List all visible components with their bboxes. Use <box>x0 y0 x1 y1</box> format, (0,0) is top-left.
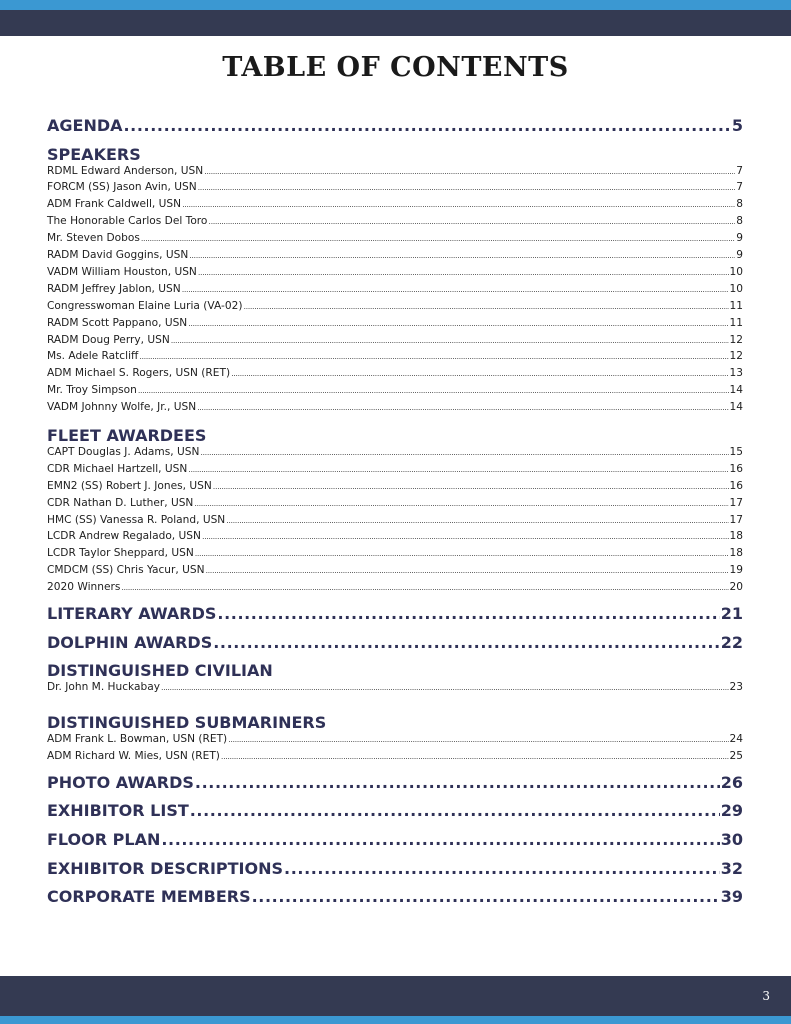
toc-subentry-label: RADM Doug Perry, USN <box>47 333 170 346</box>
toc-subentry-page: 11 <box>729 299 743 312</box>
toc-subentry-page: 14 <box>729 384 743 397</box>
dot-leader <box>226 516 728 525</box>
toc-subentry-label: The Honorable Carlos Del Toro <box>47 215 208 228</box>
dot-leader <box>188 319 728 328</box>
dot-leader <box>231 369 728 378</box>
toc-subentry[interactable] <box>47 367 743 384</box>
toc-entry-corporate-members[interactable] <box>47 887 743 916</box>
toc-subentry-page: 17 <box>729 513 743 526</box>
toc-subentry-page: 20 <box>729 581 743 594</box>
toc-entry-page: 39 <box>720 887 743 907</box>
dot-leader <box>171 336 729 345</box>
dot-leader <box>124 116 731 135</box>
toc-subentry-label: Mr. Steven Dobos <box>47 232 140 245</box>
toc-subentry-label: HMC (SS) Vanessa R. Poland, USN <box>47 513 226 526</box>
toc-subentry[interactable] <box>47 514 743 531</box>
dot-leader <box>189 251 735 260</box>
toc-subentry-label: RADM David Goggins, USN <box>47 249 189 262</box>
toc-entry-label: EXHIBITOR LIST <box>47 801 189 821</box>
dot-leader <box>200 448 728 457</box>
toc-entry-label: CORPORATE MEMBERS <box>47 887 251 907</box>
toc-subentry-page: 14 <box>729 401 743 414</box>
toc-subentry-page: 8 <box>736 198 743 211</box>
distinguished-submariners-list <box>47 733 743 767</box>
toc-subentry[interactable] <box>47 401 743 418</box>
toc-subentry[interactable] <box>47 480 743 497</box>
toc-subentry-page: 23 <box>729 681 743 694</box>
toc-subentry-page: 16 <box>729 462 743 475</box>
toc-subentry-page: 24 <box>729 733 743 746</box>
dot-leader <box>139 352 728 361</box>
toc-subentry-label: EMN2 (SS) Robert J. Jones, USN <box>47 479 212 492</box>
toc-entry-page: 22 <box>720 632 743 652</box>
dot-leader <box>182 200 735 209</box>
toc-entry-page: 30 <box>720 830 743 850</box>
toc-entry-floor-plan[interactable] <box>47 830 743 859</box>
toc-subentry-page: 18 <box>729 530 743 543</box>
toc-subentry-label: Mr. Troy Simpson <box>47 384 137 397</box>
section-heading-distinguished-civilian: DISTINGUISHED CIVILIAN <box>47 661 273 681</box>
toc-subentry-label: RADM Jeffrey Jablon, USN <box>47 282 181 295</box>
dot-leader <box>197 403 728 412</box>
dot-leader <box>182 285 729 294</box>
toc-subentry-label: 2020 Winners <box>47 581 121 594</box>
toc-subentry-page: 7 <box>736 181 743 194</box>
toc-subentry-label: ADM Richard W. Mies, USN (RET) <box>47 749 220 762</box>
toc-subentry-page: 25 <box>729 749 743 762</box>
dot-leader <box>141 234 735 243</box>
toc-subentry-page: 19 <box>729 564 743 577</box>
toc-subentry-label: VADM Johnny Wolfe, Jr., USN <box>47 401 197 414</box>
dot-leader <box>202 532 729 541</box>
toc-subentry-label: ADM Frank L. Bowman, USN (RET) <box>47 733 228 746</box>
toc-entry-label: EXHIBITOR DESCRIPTIONS <box>47 858 284 878</box>
toc-subentry[interactable] <box>47 215 743 232</box>
dot-leader <box>213 633 720 652</box>
bottom-banner <box>0 976 791 1024</box>
bottom-accent-stripe <box>0 1016 791 1024</box>
toc-subentry-label: CAPT Douglas J. Adams, USN <box>47 445 200 458</box>
toc-subentry[interactable] <box>47 446 743 463</box>
toc-subentry-label: Ms. Adele Ratcliff <box>47 350 139 363</box>
dot-leader <box>161 683 729 692</box>
toc-subentry-label: Congresswoman Elaine Luria (VA-02) <box>47 299 243 312</box>
dot-leader <box>190 801 720 820</box>
toc-subentry-label: Dr. John M. Huckabay <box>47 681 160 694</box>
toc-subentry-label: CMDCM (SS) Chris Yacur, USN <box>47 564 205 577</box>
toc-entry-page: 32 <box>720 858 743 878</box>
toc-entry-page: 5 <box>731 116 743 135</box>
dot-leader <box>194 499 728 508</box>
dot-leader <box>213 482 729 491</box>
toc-entry-label: AGENDA <box>47 116 123 135</box>
toc-subentry[interactable] <box>47 463 743 480</box>
dot-leader <box>221 752 729 761</box>
toc-subentry-label: FORCM (SS) Jason Avin, USN <box>47 181 197 194</box>
toc-subentry-page: 12 <box>729 350 743 363</box>
toc-entry-page: 21 <box>720 603 743 623</box>
toc-subentry-page: 11 <box>729 316 743 329</box>
toc-subentry[interactable] <box>47 249 743 266</box>
dot-leader <box>138 386 729 395</box>
toc-subentry-label: RADM Scott Pappano, USN <box>47 316 188 329</box>
dot-leader <box>195 773 720 792</box>
toc-subentry-page: 18 <box>729 547 743 560</box>
toc-subentry-page: 9 <box>736 232 743 245</box>
page-number: 3 <box>762 989 770 1003</box>
toc-subentry[interactable] <box>47 681 743 698</box>
toc-subentry-label: VADM William Houston, USN <box>47 265 197 278</box>
speakers-list <box>47 165 743 418</box>
dot-leader <box>198 183 736 192</box>
toc-subentry[interactable] <box>47 198 743 215</box>
toc-subentry[interactable] <box>47 581 743 598</box>
dot-leader <box>195 549 729 558</box>
toc-subentry[interactable] <box>47 530 743 547</box>
toc-subentry[interactable] <box>47 384 743 401</box>
toc-subentry[interactable] <box>47 564 743 581</box>
toc-subentry[interactable] <box>47 165 743 182</box>
toc-entry-exhibitor-list[interactable] <box>47 801 743 830</box>
dot-leader <box>204 167 735 176</box>
top-banner <box>0 0 791 36</box>
toc-subentry[interactable] <box>47 750 743 767</box>
toc-subentry[interactable] <box>47 350 743 367</box>
section-heading-distinguished-submariners: DISTINGUISHED SUBMARINERS <box>47 713 327 733</box>
toc-entry-dolphin-awards[interactable] <box>47 633 743 662</box>
toc-subentry-label: LCDR Andrew Regalado, USN <box>47 530 201 543</box>
toc-subentry-page: 10 <box>729 282 743 295</box>
section-heading-fleet-awardees: FLEET AWARDEES <box>47 425 207 445</box>
toc-subentry-page: 17 <box>729 496 743 509</box>
toc-subentry[interactable] <box>47 733 743 750</box>
toc-subentry-page: 13 <box>729 367 743 380</box>
top-accent-stripe <box>0 0 791 10</box>
toc-subentry[interactable] <box>47 232 743 249</box>
toc-entry-label: LITERARY AWARDS <box>47 603 217 623</box>
dot-leader <box>161 830 719 849</box>
dot-leader <box>121 583 728 592</box>
section-heading-speakers: SPEAKERS <box>47 144 141 164</box>
fleet-awardees-list <box>47 446 743 598</box>
toc-entry-label: PHOTO AWARDS <box>47 772 194 792</box>
dot-leader <box>198 268 729 277</box>
toc-subentry-page: 15 <box>729 445 743 458</box>
toc-subentry[interactable] <box>47 181 743 198</box>
dot-leader <box>243 302 728 311</box>
dot-leader <box>206 566 729 575</box>
toc-entry-exhibitor-descriptions[interactable] <box>47 859 743 888</box>
toc-subentry-page: 7 <box>736 164 743 177</box>
toc-entry-page: 29 <box>720 801 743 821</box>
toc-entry-label: FLOOR PLAN <box>47 830 161 850</box>
toc-entry-label: DOLPHIN AWARDS <box>47 632 213 652</box>
toc-subentry[interactable] <box>47 334 743 351</box>
toc-subentry-page: 9 <box>736 249 743 262</box>
dot-leader <box>208 217 735 226</box>
distinguished-civilian-list <box>47 681 743 698</box>
dot-leader <box>284 859 720 878</box>
toc-entry-literary-awards[interactable] <box>47 604 743 633</box>
toc-subentry[interactable] <box>47 300 743 317</box>
toc-subentry[interactable] <box>47 266 743 283</box>
toc-subentry[interactable] <box>47 547 743 564</box>
toc-entry-photo-awards[interactable] <box>47 773 743 802</box>
dot-leader <box>217 604 719 623</box>
toc-subentry-page: 16 <box>729 479 743 492</box>
toc-subentry-page: 12 <box>729 333 743 346</box>
toc-subentry-page: 10 <box>729 265 743 278</box>
toc-subentry[interactable] <box>47 317 743 334</box>
page-title: TABLE OF CONTENTS <box>222 52 569 83</box>
table-of-contents <box>47 116 743 916</box>
toc-entry-agenda[interactable] <box>47 116 743 145</box>
toc-subentry-page: 8 <box>736 215 743 228</box>
toc-subentry-label: CDR Nathan D. Luther, USN <box>47 496 194 509</box>
dot-leader <box>228 735 728 744</box>
dot-leader <box>188 465 728 474</box>
toc-subentry-label: RDML Edward Anderson, USN <box>47 164 204 177</box>
toc-subentry[interactable] <box>47 497 743 514</box>
toc-entry-page: 26 <box>720 772 743 792</box>
dot-leader <box>252 887 720 906</box>
toc-subentry[interactable] <box>47 283 743 300</box>
toc-subentry-label: ADM Frank Caldwell, USN <box>47 198 182 211</box>
toc-subentry-label: ADM Michael S. Rogers, USN (RET) <box>47 367 231 380</box>
toc-subentry-label: LCDR Taylor Sheppard, USN <box>47 547 194 560</box>
toc-subentry-label: CDR Michael Hartzell, USN <box>47 462 188 475</box>
